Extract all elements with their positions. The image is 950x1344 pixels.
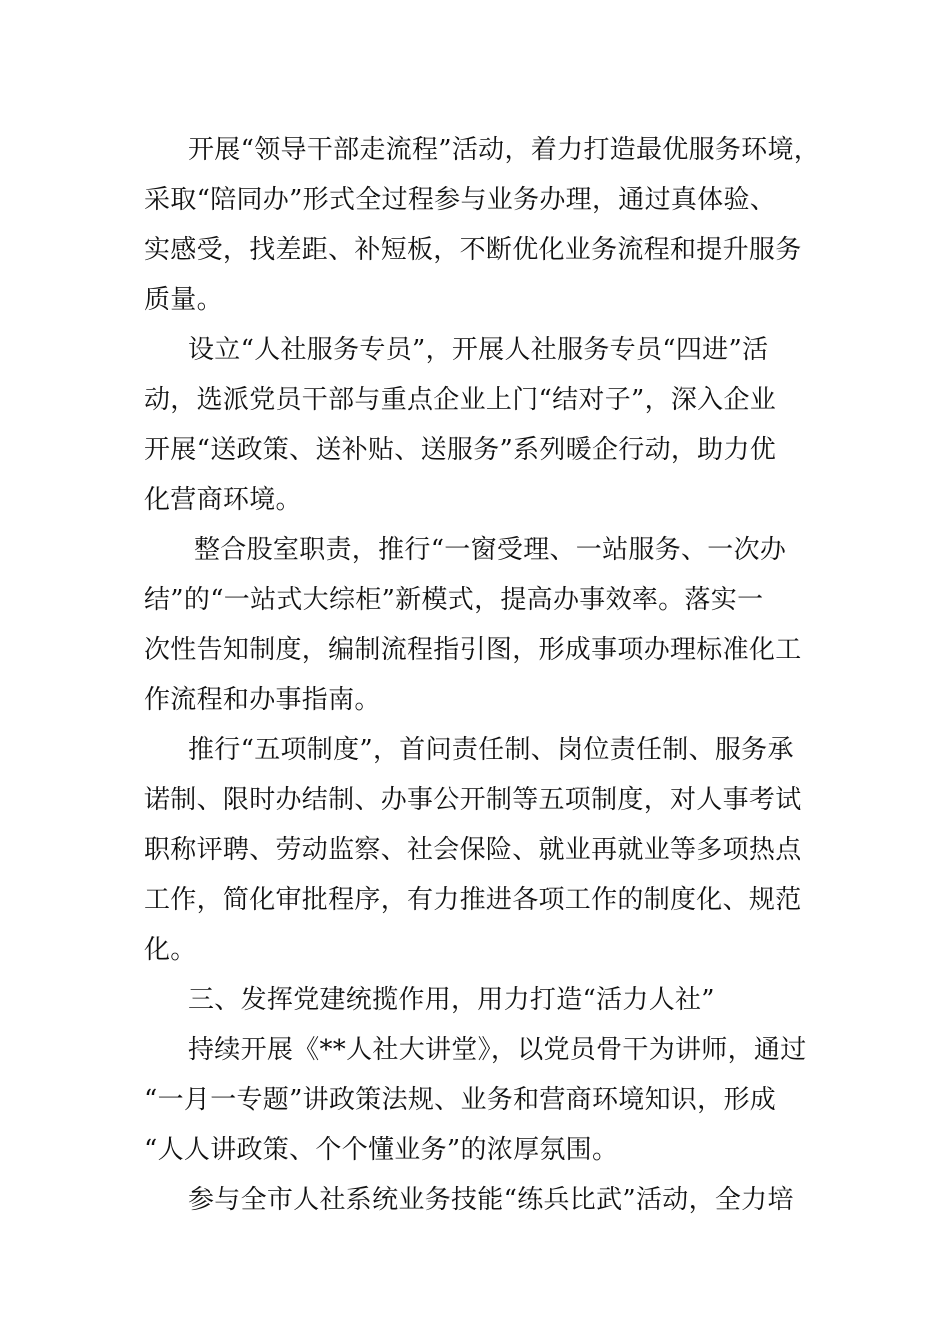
paragraph-5-line-3: “人人讲政策、个个懂业务”的浓厚氛围。 <box>144 1135 619 1165</box>
paragraph-1-line-2: 采取“陪同办”形式全过程参与业务办理，通过真体验、 <box>144 185 777 215</box>
paragraph-2-line-4: 化营商环境。 <box>144 485 302 515</box>
paragraph-5-line-2: “一月一专题”讲政策法规、业务和营商环境知识，形成 <box>144 1085 777 1115</box>
paragraph-2-line-3: 开展“送政策、送补贴、送服务”系列暖企行动，助力优 <box>144 435 777 465</box>
paragraph-5-line-1: 持续开展《**人社大讲堂》，以党员骨干为讲师，通过 <box>188 1035 807 1065</box>
paragraph-3-line-4: 作流程和办事指南。 <box>144 685 381 715</box>
paragraph-1-line-4: 质量。 <box>144 285 223 315</box>
paragraph-4-line-4: 工作，简化审批程序，有力推进各项工作的制度化、规范 <box>144 885 802 915</box>
paragraph-4-line-5: 化。 <box>144 935 197 965</box>
paragraph-3-line-1: 整合股室职责，推行“一窗受理、一站服务、一次办 <box>194 535 787 565</box>
paragraph-1-line-3: 实感受，找差距、补短板，不断优化业务流程和提升服务 <box>144 235 802 265</box>
paragraph-3-line-2: 结”的“一站式大综柜”新模式，提高办事效率。落实一 <box>144 585 764 615</box>
section-heading: 三、发挥党建统揽作用，用力打造“活力人社” <box>188 985 715 1015</box>
paragraph-2-line-2: 动，选派党员干部与重点企业上门“结对子”，深入企业 <box>144 385 777 415</box>
paragraph-2-line-1: 设立“人社服务专员”，开展人社服务专员“四进”活 <box>188 335 769 365</box>
paragraph-4-line-1: 推行“五项制度”，首问责任制、岗位责任制、服务承 <box>188 735 794 765</box>
paragraph-3-line-3: 次性告知制度，编制流程指引图，形成事项办理标准化工 <box>144 635 802 665</box>
paragraph-1-line-1: 开展“领导干部走流程”活动，着力打造最优服务环境， <box>188 135 821 165</box>
paragraph-4-line-3: 职称评聘、劳动监察、社会保险、就业再就业等多项热点 <box>144 835 802 865</box>
paragraph-4-line-2: 诺制、限时办结制、办事公开制等五项制度，对人事考试 <box>144 785 802 815</box>
paragraph-6-line-1: 参与全市人社系统业务技能“练兵比武”活动，全力培 <box>188 1185 794 1215</box>
